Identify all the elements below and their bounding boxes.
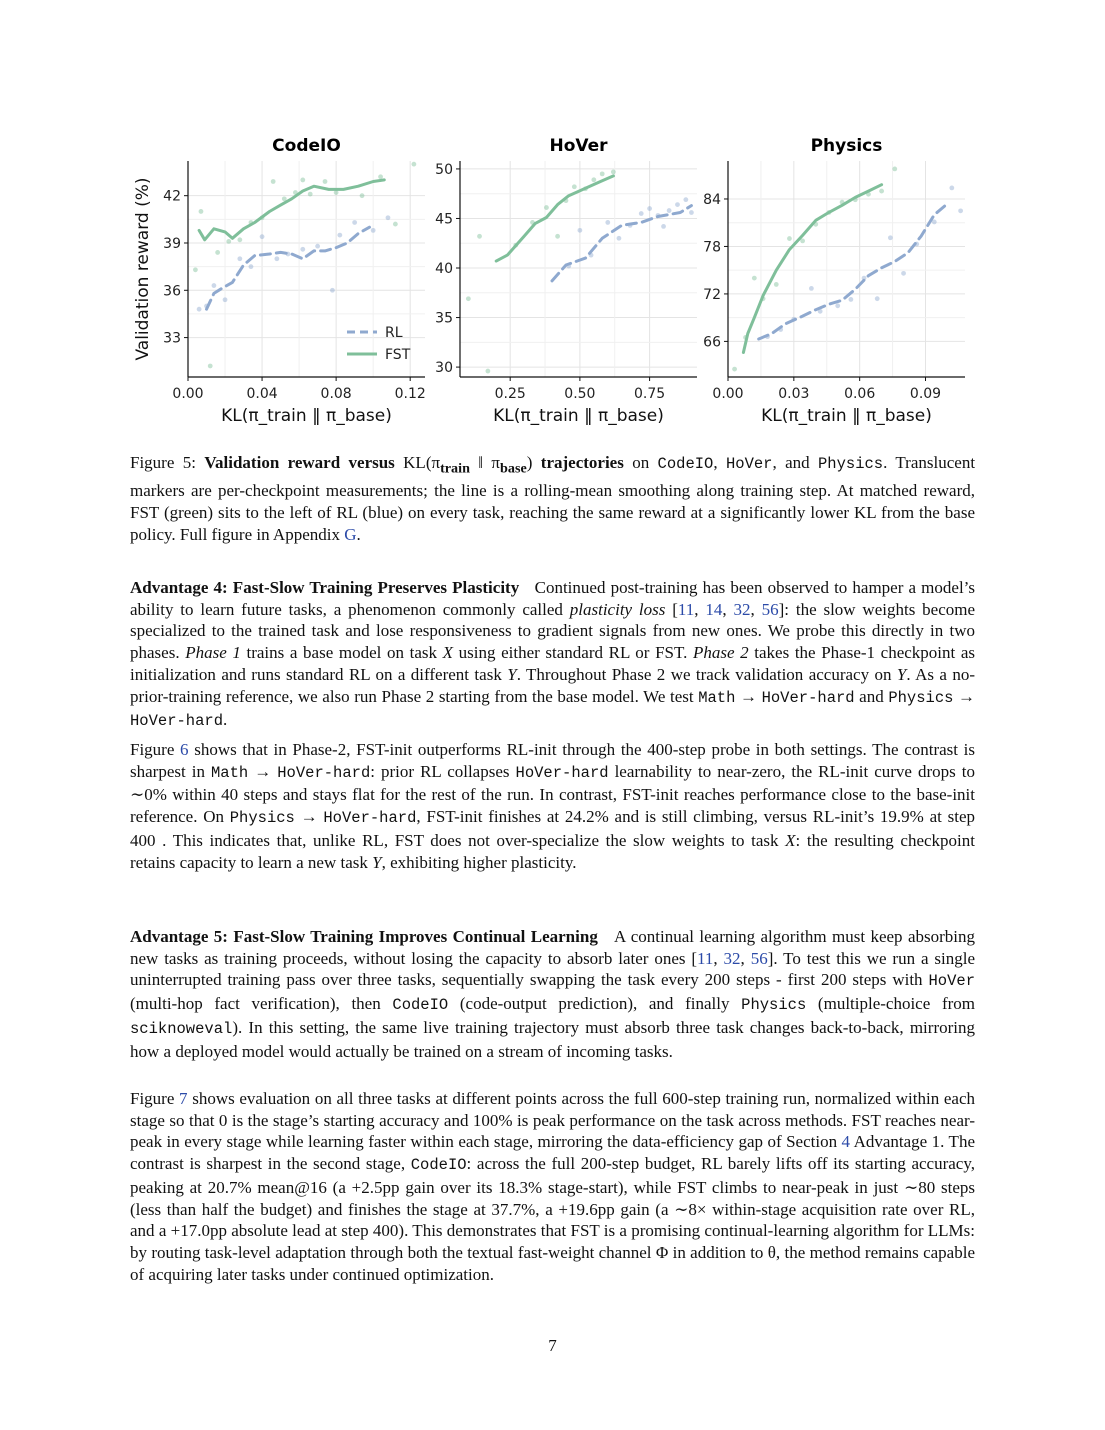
codeio-rl-point (223, 297, 228, 302)
hover-rl-point (577, 228, 582, 233)
citation-56[interactable]: 56 (761, 599, 779, 619)
physics-y-tick-label: 84 (703, 191, 721, 208)
adv4-text: ] (778, 599, 785, 619)
caption-sep: ‖ π (469, 453, 501, 472)
adv5-text: Advantage 1. The contrast is sharpest in the second stage, (130, 1132, 975, 1174)
codeio-fst-point (226, 239, 231, 244)
codeio-rl-point (352, 220, 357, 225)
adv4-text: : prior RL collapses (370, 761, 516, 781)
physics-fst-point (774, 282, 779, 287)
hover-fst-point (600, 171, 605, 176)
adv4-text: takes the Phase-1 checkpoint as initialization and runs standard RL on a different task (130, 643, 976, 684)
codeio-fst-point (208, 364, 213, 369)
caption-code-hover: HoVer (725, 455, 773, 473)
page-number: 7 (548, 1336, 557, 1355)
adv5-text: , (740, 948, 751, 968)
codeio-title: CodeIO (272, 136, 341, 156)
codeio-fst-point (215, 250, 220, 255)
task-y: Y (896, 664, 907, 684)
plasticity-loss-term: plasticity loss (569, 599, 666, 619)
figure-5-charts (128, 128, 978, 433)
task-x: X (442, 643, 453, 663)
hover-fst-point (466, 296, 471, 301)
adv4-text: shows that in Phase-2, FST-init outperforms RL-init through the 400-step probe in both settings. The contrast is sharpest in (130, 740, 975, 781)
caption-code-codeio: CodeIO (657, 455, 714, 473)
codeio-xlabel: KL(π_train ‖ π_base) (221, 406, 392, 426)
codeio-x-tick-label: 0.08 (320, 386, 352, 402)
caption-bold-1: Validation reward versus (204, 453, 404, 472)
adv4-text: : the slow weights become specialized to the trained task and lose responsiveness to gradient signals from new ones. We probe this directly in two phases. (130, 599, 976, 663)
citation-32[interactable]: 32 (733, 599, 751, 619)
hover-rl-point (667, 208, 672, 213)
phase-2-term: Phase 2 (693, 643, 749, 663)
adv4-text: learnability to near-zero, the RL-init curve drops to ∼0% within 40 steps and stays flat for the rest of the run. In contrast, FST-init reaches performance close to the base-init reference. On (130, 761, 975, 827)
physics-rl-point (809, 286, 814, 291)
hover-rl-point (639, 211, 644, 216)
adv5-text: ]. To test this we run a single uninterrupted training pass over three tasks, sequentially swapping the task every 200 steps - first 200 steps with (130, 948, 976, 990)
hover-y-tick-label: 50 (435, 161, 453, 178)
hover-rl-point (647, 206, 652, 211)
adv5-text: Figure (130, 1089, 180, 1108)
code-codeio: CodeIO (392, 996, 449, 1015)
caption-bold-2: trajectories (532, 453, 624, 472)
adv4-text: trains a base model on task (240, 643, 443, 663)
adv4-text: and (854, 686, 889, 706)
citation-11[interactable]: 11 (697, 948, 714, 968)
task-y: Y (507, 664, 517, 684)
adv5-text: ). In this setting, the same live training trajectory must absorb three task changes back-to-back, mirroring how a deployed model would actually be trained on a stream of incoming tasks. (130, 1017, 975, 1061)
adv4-text: , (750, 599, 762, 619)
hover-fst-point (611, 169, 616, 174)
codeio-fst-line (199, 180, 384, 240)
physics-x-tick-label: 0.09 (909, 386, 942, 402)
codeio-x-tick-label: 0.00 (172, 386, 204, 402)
hover-rl-point (689, 210, 694, 215)
physics-rl-point (901, 271, 906, 276)
codeio-y-tick-label: 33 (163, 330, 181, 347)
physics-y-tick-label: 72 (703, 286, 721, 303)
hover-x-tick-label: 0.25 (494, 386, 526, 402)
figure-5-caption (130, 452, 975, 545)
adv4-text: . As a no-prior-training reference, we also run Phase 2 starting from the base model. We test (130, 664, 976, 706)
codeio-fst-point (393, 222, 398, 227)
physics-rl-point (888, 235, 893, 240)
physics-y-tick-label: 78 (703, 239, 721, 256)
codeio-rl-point (237, 256, 242, 261)
physics-fst-point (879, 189, 884, 194)
adv5-text: shows evaluation on all three tasks at different points across the full 600-step training run, normalized within each stage so that 0 is the stage’s starting accuracy and 100% is peak performance on the task across methods. FST reaches near-peak in every stage while learning faster within each stage, mirroring the data-efficiency gap of Section (130, 1089, 975, 1152)
physics-rl-point (875, 296, 880, 301)
hover-y-tick-label: 35 (435, 310, 453, 327)
physics-y-tick-label: 66 (703, 334, 721, 351)
codeio-ylabel: Validation reward (%) (133, 177, 153, 361)
hover-rl-point (661, 224, 666, 229)
adv4-text: . Throughout Phase 2 we track validation accuracy on (516, 664, 897, 684)
adv5-text: (multiple-choice from (806, 994, 975, 1014)
codeio-y-tick-label: 36 (163, 283, 181, 300)
code-math: Math (698, 688, 736, 707)
code-physics: Physics (229, 809, 295, 828)
physics-title: Physics (810, 136, 883, 156)
codeio-y-tick-label: 42 (163, 188, 181, 205)
task-y: Y (372, 852, 382, 872)
physics-rl-point (835, 303, 840, 308)
hover-x-tick-label: 0.75 (634, 386, 666, 402)
figure-5 (128, 128, 978, 433)
hover-fst-point (555, 234, 560, 239)
code-physics: Physics (741, 996, 807, 1015)
codeio-legend-rl-label: RL (385, 325, 403, 341)
hover-rl-point (617, 236, 622, 241)
codeio-x-tick-label: 0.12 (394, 386, 426, 402)
code-hover-hard: HoVer-hard (277, 763, 371, 782)
codeio-rl-point (330, 288, 335, 293)
code-physics: Physics (888, 688, 954, 707)
code-hover: HoVer (928, 972, 975, 991)
codeio-y-tick-label: 39 (163, 235, 181, 252)
advantage-5-heading: Advantage 5: Fast-Slow Training Improves Continual Learning (130, 927, 598, 946)
hover-fst-point (572, 184, 577, 189)
caption-text-4: . Translucent markers are per-checkpoint measurements; the line is a rolling-mean smoothing along training step. At matched reward, FST (green) sits to the left of RL (blue) on every task, reaching the same reward at a significantly lower KL from the base policy. Full figure in Appendix (130, 453, 976, 544)
codeio-fst-point (323, 179, 328, 184)
physics-fst-point (732, 367, 737, 372)
codeio-x-tick-label: 0.04 (246, 386, 278, 402)
codeio-fst-point (300, 178, 305, 183)
caption-text-2: , (713, 453, 726, 472)
codeio-rl-point (260, 234, 265, 239)
codeio-rl-point (197, 307, 202, 312)
code-sciknoweval: sciknoweval (130, 1019, 233, 1038)
adv4-text: using either standard RL or FST. (453, 643, 693, 663)
code-hover-hard: HoVer-hard (323, 809, 417, 828)
section-4-link[interactable]: 4 (841, 1132, 851, 1152)
code-hover-hard: HoVer-hard (130, 712, 224, 731)
codeio-rl-point (315, 244, 320, 249)
hover-xlabel: KL(π_train ‖ π_base) (493, 406, 664, 426)
adv4-text: , exhibiting higher plasticity. (381, 852, 577, 872)
codeio-rl-point (274, 256, 279, 261)
adv4-text: , FST-init finishes at 24.2% and is still climbing, versus RL-init’s 19.9% at step 400 . This indicates that, unlike RL, FST does not over-specialize the slow weights to task (130, 807, 975, 850)
caption-kl: KL(π (403, 453, 441, 472)
advantage-4-paragraph-2 (130, 739, 975, 873)
codeio-fst-point (237, 237, 242, 242)
codeio-rl-line (207, 227, 370, 309)
hover-x-tick-label: 0.50 (564, 386, 596, 402)
physics-fst-line (743, 185, 881, 353)
physics-x-tick-label: 0.03 (778, 386, 810, 402)
physics-rl-point (949, 186, 954, 191)
phase-1-term: Phase 1 (185, 643, 241, 663)
codeio-rl-point (371, 228, 376, 233)
task-x: X (785, 830, 796, 850)
hover-rl-point (675, 202, 680, 207)
codeio-fst-point (411, 162, 416, 167)
arrow: → (735, 686, 762, 706)
caption-label: Figure 5: (130, 453, 205, 472)
adv4-text: , (694, 599, 706, 619)
citation-56[interactable]: 56 (750, 948, 768, 968)
advantage-4-paragraph-1 (130, 577, 975, 733)
codeio-rl-point (337, 233, 342, 238)
codeio-legend-fst-label: FST (385, 347, 411, 363)
hover-fst-point (485, 369, 490, 374)
caption-text-5: . (356, 524, 361, 544)
hover-rl-point (683, 197, 688, 202)
code-hover-hard: HoVer-hard (761, 688, 855, 707)
codeio-fst-point (193, 267, 198, 272)
codeio-fst-point (199, 209, 204, 214)
hover-y-tick-label: 40 (435, 261, 453, 278)
advantage-5-paragraph-2 (130, 1088, 975, 1285)
code-math: Math (210, 763, 249, 782)
adv5-text: A continual learning algorithm must keep absorbing new tasks as training proceeds, without losing the capacity to absorb later ones [ (130, 927, 975, 968)
citation-14[interactable]: 14 (705, 599, 723, 619)
physics-x-tick-label: 0.00 (712, 386, 744, 402)
caption-appendix-link[interactable]: G (344, 524, 357, 544)
adv5-text: (multi-hop fact verification), then (130, 994, 393, 1014)
hover-title: HoVer (549, 136, 608, 156)
caption-text-1: on (623, 453, 658, 472)
adv4-text: [ (665, 599, 678, 619)
adv4-text: Continued post-training has been observed to hamper a model’s ability to learn future tasks, a phenomenon commonly called (130, 578, 976, 619)
adv4-text: : the resulting checkpoint retains capacity to learn a new task (130, 830, 975, 872)
figure-7-link[interactable]: 7 (179, 1089, 188, 1108)
caption-text-3: , and (772, 453, 818, 472)
adv5-text: : across the full 200-step budget, RL barely lifts off its starting accuracy, peaking at 20.7% mean@16 (a +2.5pp gain over its 18.3% stage-start), while FST climbs to near-peak in just ∼80 steps (less than half the budget) and finishes the stage at 37.7%, a +19.6pp gain (a ∼8× within-stage acquisition rate over RL, and a +17.0pp absolute lead at step 400). This demonstrates that FST is a promising continual-learning algorithm for LLMs: by routing task-level adaptation through both the textual fast-weight channel Φ in addition to θ, the method remains capable of acquiring later tasks under continued optimization. (130, 1154, 975, 1284)
arrow: → (248, 761, 278, 781)
code-hover-hard: HoVer-hard (515, 763, 609, 782)
citation-32[interactable]: 32 (723, 948, 741, 968)
caption-train-sub: train (440, 460, 470, 477)
codeio-fst-point (308, 192, 313, 197)
adv4-text: Figure (130, 740, 181, 759)
adv4-text: , (722, 599, 734, 619)
adv5-text: (code-output prediction), and finally (448, 994, 742, 1014)
caption-paren: ) (526, 453, 533, 472)
hover-fst-point (544, 205, 549, 210)
adv5-text: , (713, 948, 724, 968)
hover-y-tick-label: 45 (435, 211, 453, 228)
figure-6-link[interactable]: 6 (180, 740, 189, 759)
physics-fst-point (787, 236, 792, 241)
physics-rl-point (958, 208, 963, 213)
physics-fst-point (752, 276, 757, 281)
codeio-fst-point (271, 179, 276, 184)
caption-code-physics: Physics (817, 455, 884, 473)
physics-xlabel: KL(π_train ‖ π_base) (761, 406, 932, 426)
adv4-text: . (223, 710, 228, 730)
hover-y-tick-label: 30 (435, 360, 453, 377)
citation-11[interactable]: 11 (677, 599, 695, 619)
codeio-rl-point (386, 215, 391, 220)
physics-rl-point (848, 297, 853, 302)
code-codeio: CodeIO (410, 1156, 467, 1175)
physics-fst-point (892, 167, 897, 172)
physics-x-tick-label: 0.06 (844, 386, 876, 402)
codeio-fst-point (360, 193, 365, 198)
codeio-fst-point (378, 174, 383, 179)
hover-fst-point (477, 234, 482, 239)
advantage-5-paragraph-1 (130, 926, 975, 1062)
hover-fst-point (591, 177, 596, 182)
caption-base-sub: base (500, 460, 527, 477)
codeio-rl-point (249, 264, 254, 269)
arrow: → (953, 686, 976, 706)
physics-rl-line (759, 204, 948, 339)
codeio-rl-point (300, 247, 305, 252)
codeio-rl-point (212, 283, 217, 288)
hover-rl-point (605, 220, 610, 225)
advantage-4-heading: Advantage 4: Fast-Slow Training Preserves Plasticity (130, 578, 520, 597)
arrow: → (294, 807, 324, 827)
